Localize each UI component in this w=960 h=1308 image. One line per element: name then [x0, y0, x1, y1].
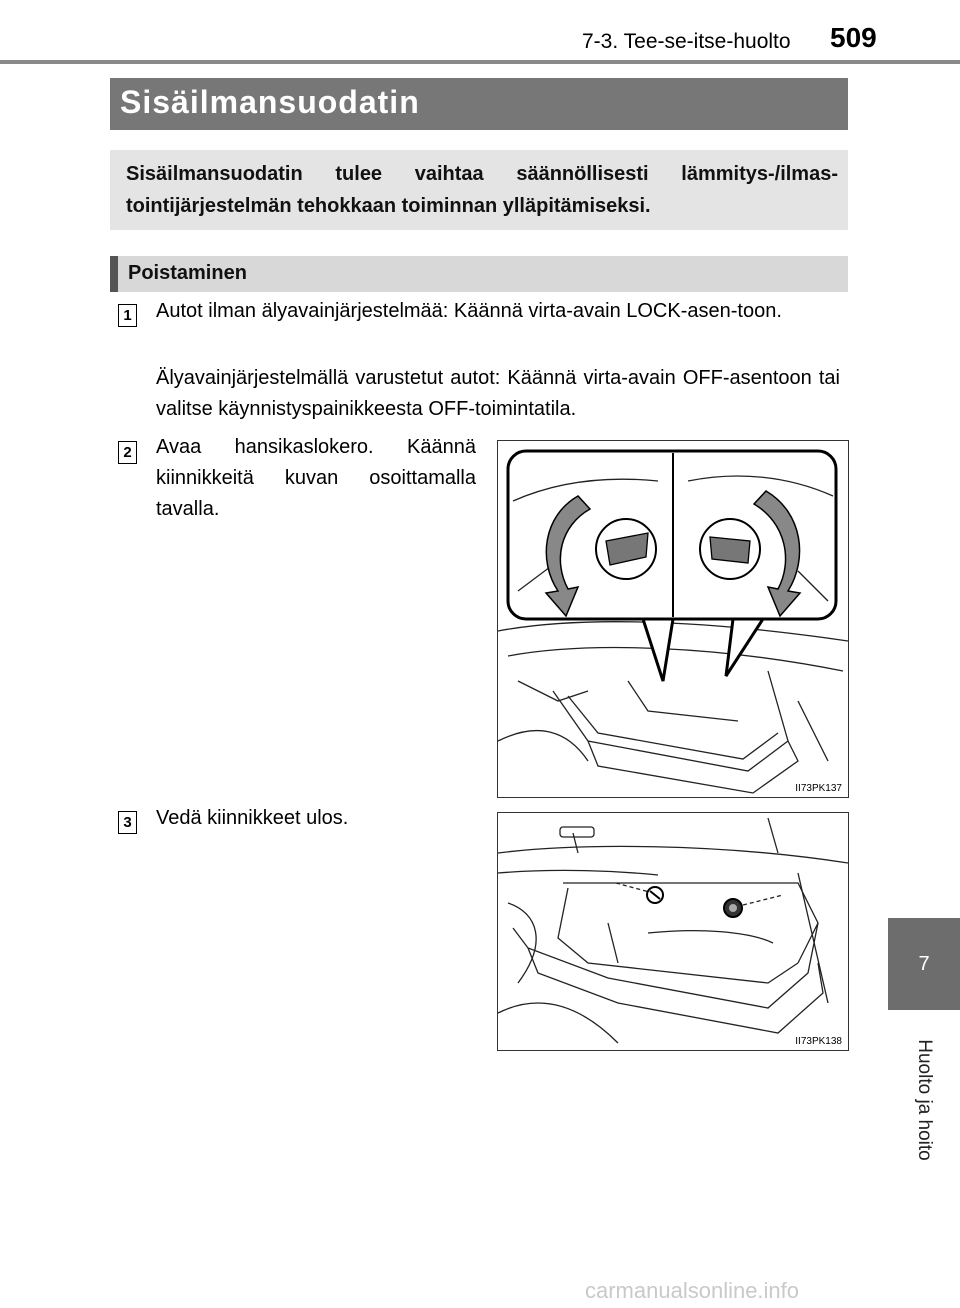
watermark: carmanualsonline.info	[585, 1278, 800, 1303]
step-2-text: Avaa hansikaslokero. Käännä kiinnikkeitä kuvan osoittamalla tavalla.	[156, 436, 476, 520]
chapter-label: Huolto ja hoito	[914, 1039, 935, 1161]
step-1-text-alt: Älyavainjärjestelmällä varustetut autot: Käännä virta-avain OFF-asentoon tai valitse käynnistyspainikkeesta OFF-toimintatila.	[156, 367, 840, 420]
chapter-label-box	[888, 1010, 960, 1190]
glovebox-clips-illustration	[498, 813, 848, 1050]
step-2-number: 2	[118, 441, 137, 464]
subsection-bar	[110, 256, 848, 292]
step-1-number: 1	[118, 304, 137, 327]
figure-glovebox-clips	[497, 812, 849, 1051]
intro-text: Sisäilmansuodatin tulee vaihtaa säännöllisesti lämmitys-/ilmas-tointijärjestelmän tehokkaan toiminnan ylläpitämiseksi.	[126, 163, 838, 217]
glovebox-knobs-illustration	[498, 441, 848, 797]
subsection-accent	[110, 256, 118, 292]
figure-code: II73PK138	[795, 1036, 842, 1047]
subsection-title: Poistaminen	[128, 262, 247, 284]
page-number: 509	[830, 22, 877, 53]
chapter-tab: 7	[888, 918, 960, 1010]
page-title-bar	[110, 78, 848, 130]
section-title: 7-3. Tee-se-itse-huolto	[582, 30, 791, 53]
figure-glovebox-knobs	[497, 440, 849, 798]
intro-box	[110, 150, 848, 230]
step-1-text: Autot ilman älyavainjärjestelmää: Käännä virta-avain LOCK-asen-toon.	[156, 300, 782, 322]
step-3-text: Vedä kiinnikkeet ulos.	[156, 807, 349, 829]
step-3-number: 3	[118, 811, 137, 834]
header-divider	[0, 60, 960, 64]
figure-code: II73PK137	[795, 783, 842, 794]
page-title: Sisäilmansuodatin	[120, 84, 420, 120]
